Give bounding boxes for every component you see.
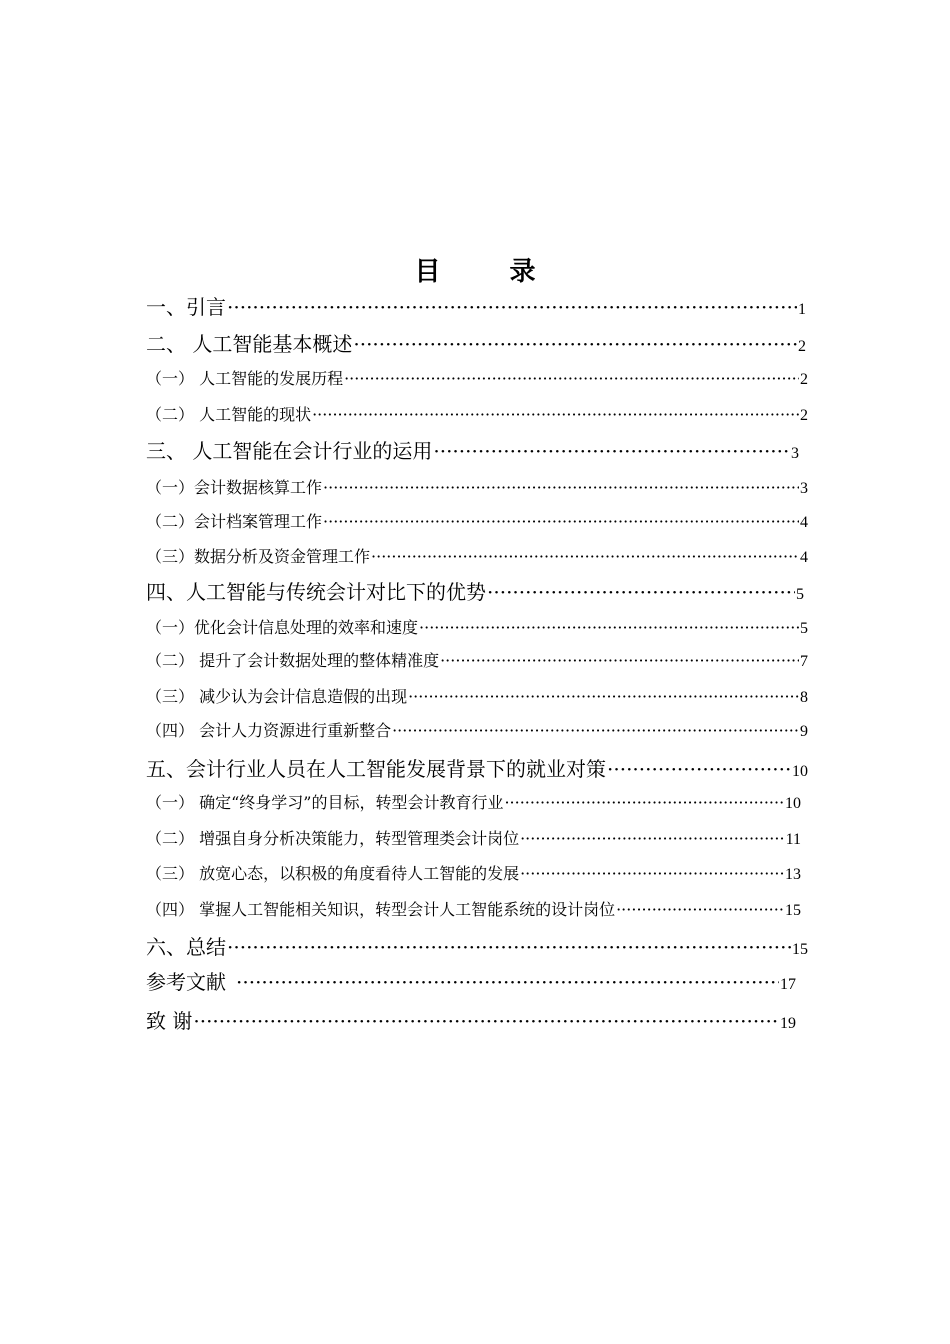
toc-dot-leader xyxy=(440,648,799,674)
toc-dot-leader xyxy=(323,509,799,535)
toc-entry[interactable] xyxy=(146,967,796,997)
toc-dot-leader xyxy=(323,475,799,501)
toc-entry-text: （二） 人工智能的现状 xyxy=(146,405,312,424)
toc-entry-page: 2 xyxy=(800,371,808,388)
toc-dot-leader xyxy=(520,826,785,852)
toc-entry-page: 2 xyxy=(798,338,806,355)
toc-entry[interactable] xyxy=(146,718,808,744)
toc-entry-text: （一） 人工智能的发展历程 xyxy=(146,369,344,388)
toc-entry-text: （三） 减少认为会计信息造假的出现 xyxy=(146,687,408,706)
toc-entry-text: 六、总结 xyxy=(146,935,226,959)
toc-entry-text: （一）优化会计信息处理的效率和速度 xyxy=(146,618,419,637)
toc-dot-leader xyxy=(433,436,790,466)
toc-entry-text: 致 谢 xyxy=(146,1009,193,1033)
toc-entry[interactable] xyxy=(146,366,808,392)
toc-dot-leader xyxy=(344,366,799,392)
toc-entry[interactable] xyxy=(146,475,808,501)
toc-dot-leader xyxy=(392,718,799,744)
toc-entry-page: 10 xyxy=(792,763,808,780)
toc-entry-text: 三、 人工智能在会计行业的运用 xyxy=(146,439,433,463)
toc-entry-text: 四、人工智能与传统会计对比下的优势 xyxy=(146,580,486,604)
toc-entry[interactable] xyxy=(146,932,808,962)
toc-entry[interactable] xyxy=(146,292,806,322)
toc-entry-page: 10 xyxy=(785,795,801,812)
toc-entry[interactable] xyxy=(146,754,808,784)
toc-entry[interactable] xyxy=(146,329,806,359)
toc-entry[interactable] xyxy=(146,861,801,887)
toc-entry-text: （四） 会计人力资源进行重新整合 xyxy=(146,721,392,740)
toc-dot-leader xyxy=(408,684,799,710)
toc-entry-page: 7 xyxy=(800,653,808,670)
toc-dot-leader xyxy=(236,967,779,997)
toc-dot-leader xyxy=(227,932,791,962)
toc-entry-page: 3 xyxy=(791,445,799,462)
toc-dot-leader xyxy=(616,897,784,923)
toc-entry-page: 19 xyxy=(780,1015,796,1032)
toc-entry-page: 15 xyxy=(792,941,808,958)
toc-entry-text: 参考文献 xyxy=(146,970,226,994)
toc-dot-leader xyxy=(353,329,797,359)
toc-dot-leader xyxy=(487,577,795,607)
toc-entry[interactable] xyxy=(146,790,801,816)
toc-entry-text: （一）会计数据核算工作 xyxy=(146,478,323,497)
toc-entry[interactable] xyxy=(146,615,808,641)
toc-entry-text: （二） 增强自身分析决策能力，转型管理类会计岗位 xyxy=(146,829,520,848)
toc-dot-leader xyxy=(607,754,791,784)
toc-entry[interactable] xyxy=(146,436,799,466)
toc-entry-page: 4 xyxy=(800,549,808,566)
toc-entry-page: 11 xyxy=(785,831,801,848)
toc-entry-text: 五、会计行业人员在人工智能发展背景下的就业对策 xyxy=(146,757,606,781)
toc-entry[interactable] xyxy=(146,402,808,428)
toc-dot-leader xyxy=(520,861,784,887)
toc-entry-page: 1 xyxy=(798,301,806,318)
toc-dot-leader xyxy=(419,615,799,641)
toc-entry-page: 9 xyxy=(800,723,808,740)
toc-entry-text: （二）会计档案管理工作 xyxy=(146,512,323,531)
toc-entry-page: 4 xyxy=(800,514,808,531)
toc-dot-leader xyxy=(504,790,784,816)
toc-entry-text: （二） 提升了会计数据处理的整体精准度 xyxy=(146,651,440,670)
toc-entry-page: 17 xyxy=(780,976,796,993)
toc-dot-leader xyxy=(193,1006,779,1036)
toc-entry-page: 8 xyxy=(800,689,808,706)
toc-entry-page: 5 xyxy=(800,620,808,637)
toc-entry[interactable] xyxy=(146,544,808,570)
toc-entry[interactable] xyxy=(146,1006,796,1036)
toc-entry-text: （三） 放宽心态，以积极的角度看待人工智能的发展 xyxy=(146,864,520,883)
toc-entry-text: （四） 掌握人工智能相关知识，转型会计人工智能系统的设计岗位 xyxy=(146,900,616,919)
toc-entry-page: 15 xyxy=(785,902,801,919)
toc-entry[interactable] xyxy=(146,684,808,710)
toc-entry-page: 13 xyxy=(785,866,801,883)
toc-entry[interactable] xyxy=(146,509,808,535)
toc-dot-leader xyxy=(371,544,799,570)
toc-entry[interactable] xyxy=(146,826,801,852)
toc-entry-text: 一、引言 xyxy=(146,295,226,319)
toc-dot-leader xyxy=(312,402,799,428)
toc-entry[interactable] xyxy=(146,648,808,674)
toc-entry-page: 5 xyxy=(796,586,804,603)
toc-entry[interactable] xyxy=(146,897,801,923)
page-title: 目 录 xyxy=(414,257,566,287)
toc-entry-text: （三）数据分析及资金管理工作 xyxy=(146,547,371,566)
toc-entry-page: 2 xyxy=(800,407,808,424)
toc-entry-page: 3 xyxy=(800,480,808,497)
toc-entry-text: 二、 人工智能基本概述 xyxy=(146,332,353,356)
toc-entry-text: （一） 确定“终身学习”的目标，转型会计教育行业 xyxy=(146,793,504,812)
toc-entry[interactable] xyxy=(146,577,804,607)
toc-dot-leader xyxy=(227,292,797,322)
